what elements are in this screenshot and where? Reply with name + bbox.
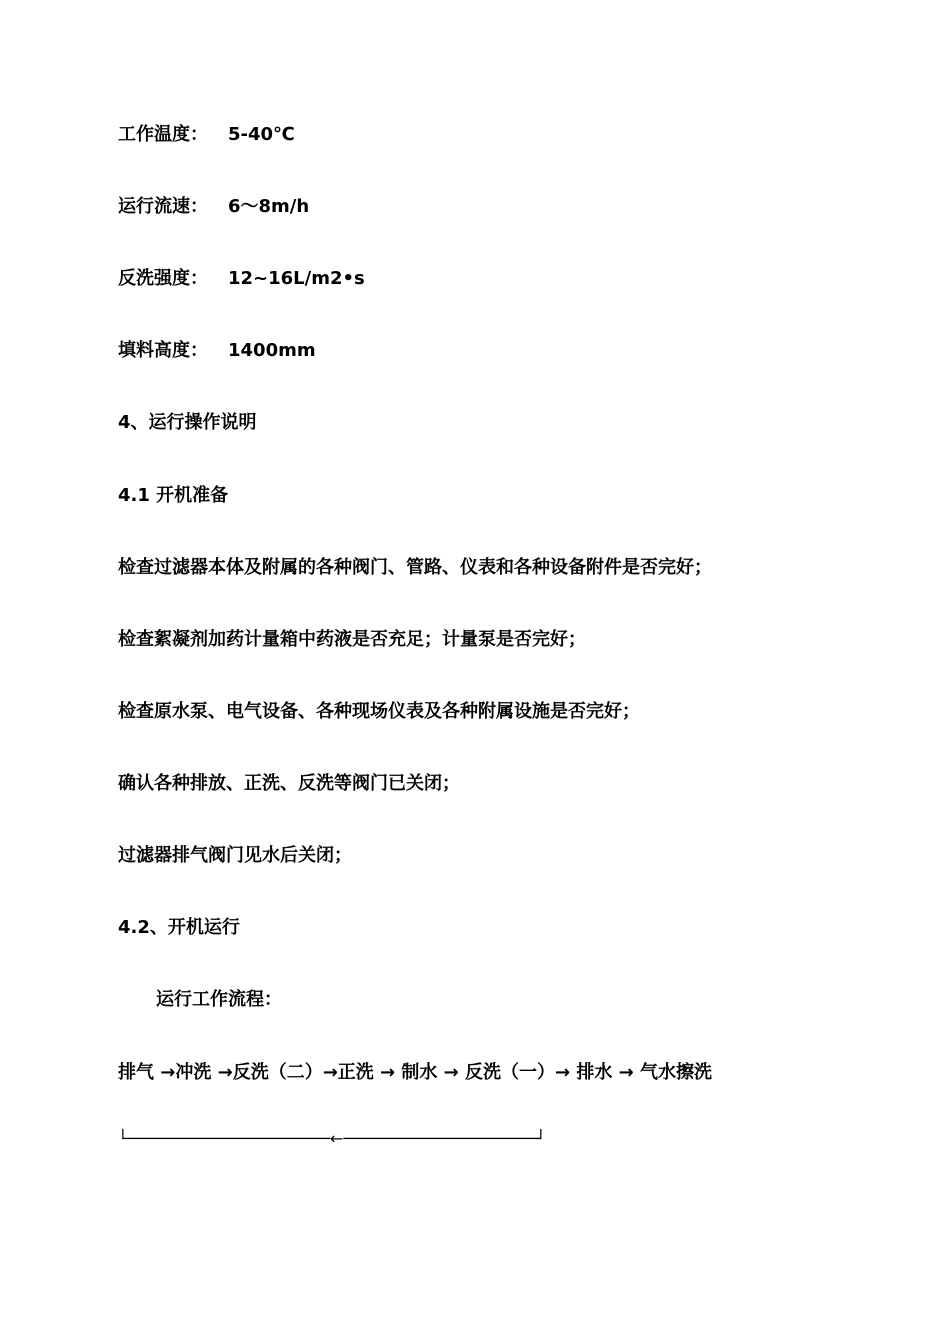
spec-value: 6～8m/h <box>228 196 310 217</box>
spec-flow-rate <box>118 195 309 219</box>
check-item: 检查原水泵、电气设备、各种现场仪表及各种附属设施是否完好； <box>118 701 640 722</box>
check-item: 过滤器排气阀门见水后关闭； <box>118 845 352 866</box>
subsection-startup-operation: 4.2、开机运行 <box>118 917 240 938</box>
check-item: 检查絮凝剂加药计量箱中药液是否充足；计量泵是否完好； <box>118 629 586 650</box>
spec-label: 运行流速： <box>118 196 208 217</box>
spec-label: 工作温度： <box>118 124 208 145</box>
workflow-sequence: 排气 →冲洗 →反洗（二）→正洗 → 制水 → 反洗（一）→ 排水 → 气水擦洗 <box>118 1062 712 1083</box>
spec-value: 12~16L/m2•s <box>228 268 365 289</box>
workflow-label: 运行工作流程： <box>156 989 282 1010</box>
spec-backwash-intensity <box>118 267 365 291</box>
spec-value: 5-40℃ <box>228 124 295 145</box>
subsection-startup-preparation: 4.1 开机准备 <box>118 485 229 506</box>
spec-value: 1400mm <box>228 340 316 361</box>
spec-label: 填料高度： <box>118 340 208 361</box>
check-item: 确认各种排放、正洗、反洗等阀门已关闭； <box>118 773 460 794</box>
workflow-loop-line: └─────────────────────←────────────────────┘ <box>118 1129 546 1148</box>
check-item: 检查过滤器本体及附属的各种阀门、管路、仪表和各种设备附件是否完好； <box>118 557 712 578</box>
spec-filler-height <box>118 339 316 363</box>
spec-label: 反洗强度： <box>118 268 208 289</box>
spec-work-temperature <box>118 123 295 147</box>
section-title: 4、运行操作说明 <box>118 412 257 433</box>
